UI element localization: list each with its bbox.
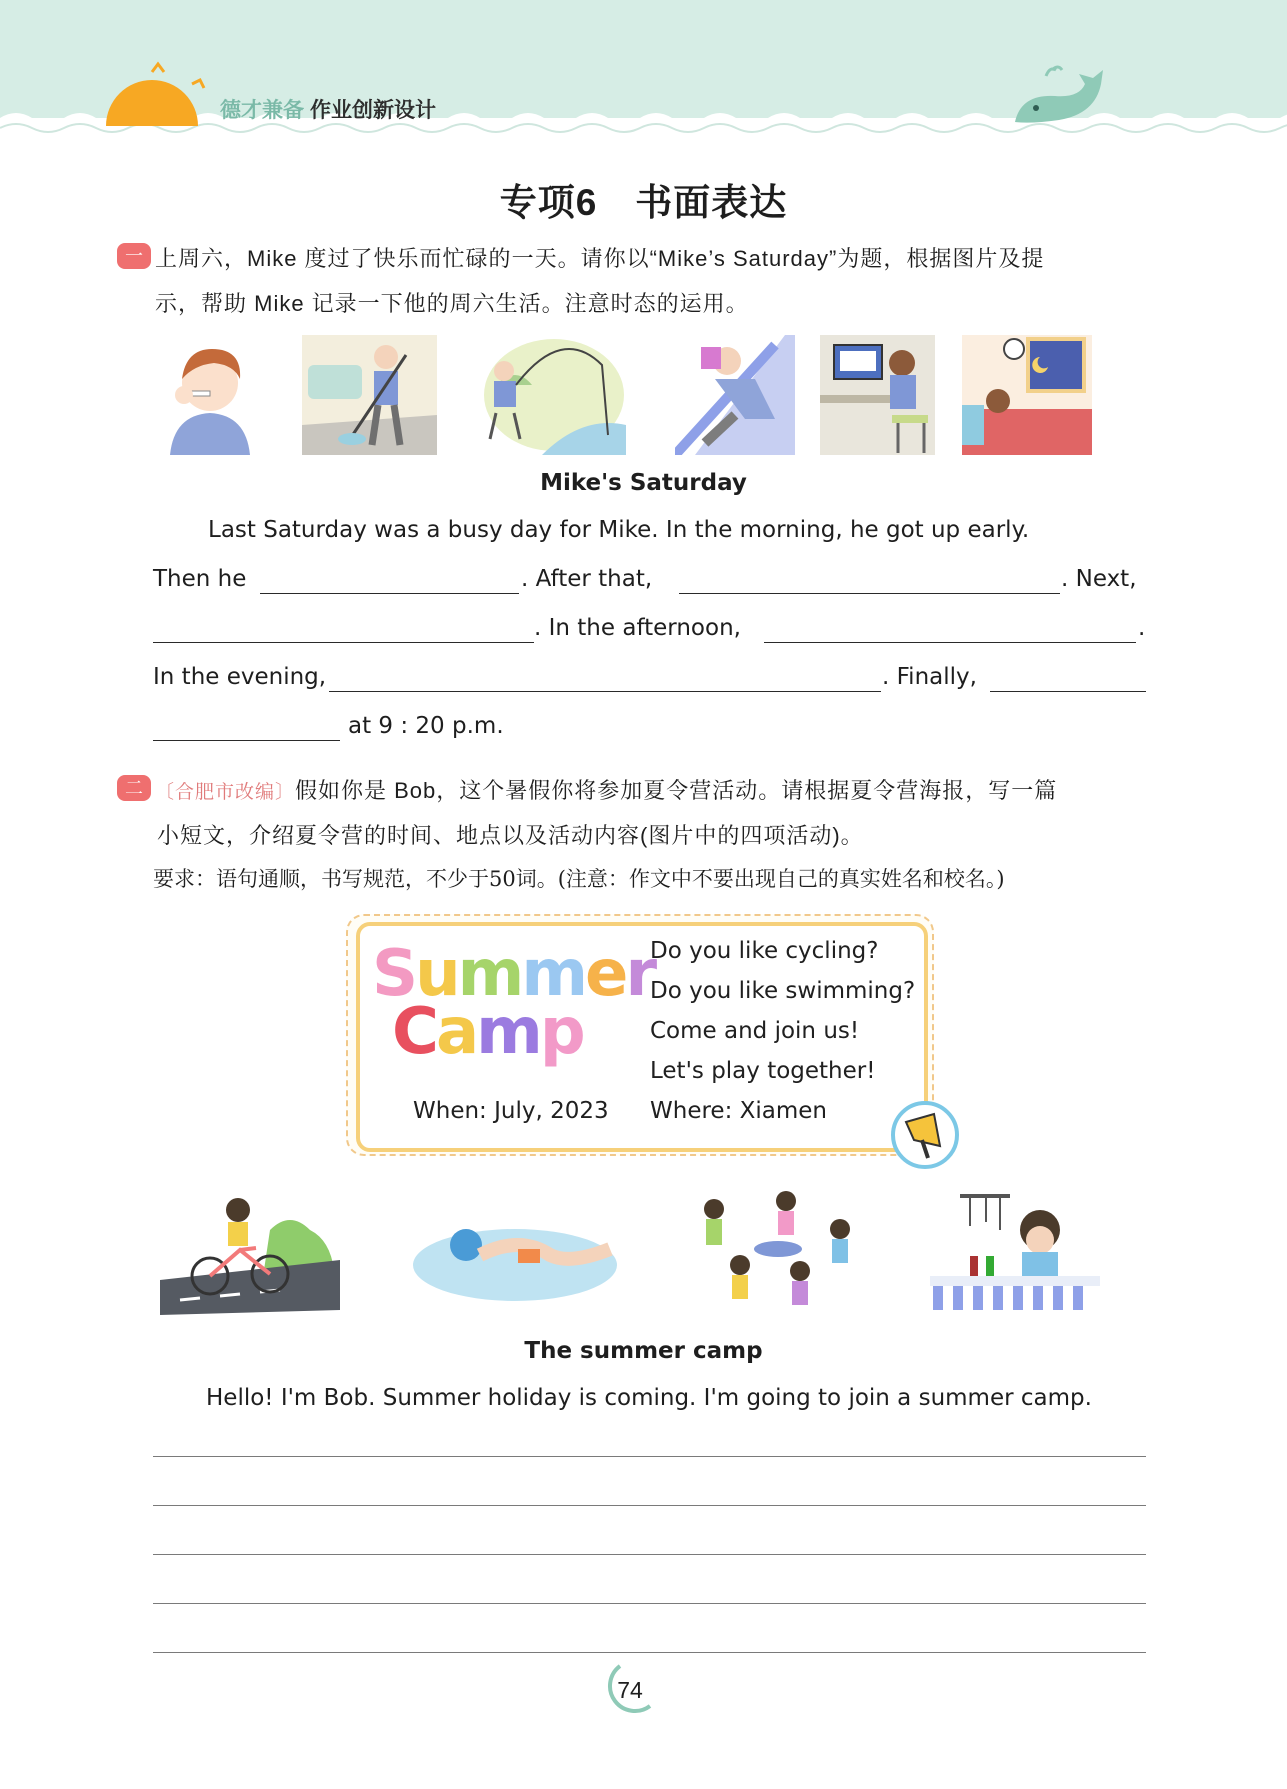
essay1-line3-end: . <box>1138 615 1146 641</box>
logo-word-summer: Summer <box>372 937 654 1011</box>
playing-games-picture <box>690 1185 865 1320</box>
series-label <box>220 94 436 124</box>
poster-line-2: Do you like swimming? <box>650 978 916 1004</box>
header-band <box>0 0 1287 140</box>
writing-line-3[interactable] <box>153 1554 1146 1555</box>
essay1-title: Mike's Saturday <box>540 470 747 496</box>
brand-name: 德才兼备 <box>220 99 304 122</box>
essay1-line5: at 9 : 20 p.m. <box>348 713 504 739</box>
essay1-line4-start: In the evening, <box>153 664 327 690</box>
poster-line-1: Do you like cycling? <box>650 938 879 964</box>
section2-instruction-line2: 小短文，介绍夏令营的时间、地点以及活动内容(图片中的四项活动)。 <box>157 823 864 848</box>
essay1-line2-mid: . After that, <box>521 566 653 592</box>
section2-requirement: 要求：语句通顺，书写规范，不少于50词。(注意：作文中不要出现自己的真实姓名和校名。) <box>153 867 1005 891</box>
essay1-line2-end: . Next, <box>1061 566 1137 592</box>
cooking-picture <box>930 1190 1100 1315</box>
essay1-line4-mid: . Finally, <box>882 664 977 690</box>
answer-blank-6[interactable] <box>990 691 1146 692</box>
answer-blank-5[interactable] <box>329 691 881 692</box>
writing-line-4[interactable] <box>153 1603 1146 1604</box>
writing-line-2[interactable] <box>153 1505 1146 1506</box>
poster-line-3: Come and join us! <box>650 1018 860 1044</box>
answer-blank-7[interactable] <box>153 740 340 741</box>
answer-blank-1[interactable] <box>260 593 519 594</box>
poster-when: When: July, 2023 <box>413 1098 609 1124</box>
answer-blank-3[interactable] <box>153 642 534 643</box>
writing-line-1[interactable] <box>153 1456 1146 1457</box>
cycling-picture <box>160 1190 340 1315</box>
source-tag: 〔合肥市改编〕 <box>155 782 296 803</box>
answer-blank-4[interactable] <box>764 642 1136 643</box>
fishing-picture <box>482 335 627 455</box>
brushing-teeth-picture <box>150 335 270 455</box>
essay2-first-line: Hello! I'm Bob. Summer holiday is coming. I'm going to join a summer camp. <box>206 1385 1092 1411</box>
section2-instruction-line1: 〔合肥市改编〕假如你是 Bob，这个暑假你将参加夏令营活动。请根据夏令营海报，写一篇 <box>155 778 1058 803</box>
section1-instruction-line1: 上周六，Mike 度过了快乐而忙碌的一天。请你以“Mike’s Saturday”为题，根据图片及提 <box>155 246 1045 271</box>
sweeping-floor-picture <box>302 335 437 455</box>
series-name: 作业创新设计 <box>310 99 436 122</box>
page-number: 74 <box>617 1677 643 1703</box>
essay1-line2-start: Then he <box>153 566 247 592</box>
essay2-title: The summer camp <box>524 1338 763 1364</box>
section-badge-2: 二 <box>117 775 151 801</box>
essay1-line3-mid: . In the afternoon, <box>534 615 741 641</box>
section-badge-1: 一 <box>117 243 151 269</box>
poster-line-4: Let's play together! <box>650 1058 876 1084</box>
essay1-line1: Last Saturday was a busy day for Mike. In the morning, he got up early. <box>208 517 1030 543</box>
writing-line-5[interactable] <box>153 1652 1146 1653</box>
swimming-picture <box>410 1205 620 1305</box>
reading-book-picture <box>675 335 795 455</box>
megaphone-icon <box>888 1100 962 1170</box>
using-computer-picture <box>820 335 935 455</box>
poster-where: Where: Xiamen <box>650 1098 828 1124</box>
answer-blank-2[interactable] <box>679 593 1060 594</box>
going-to-bed-picture <box>962 335 1092 455</box>
logo-word-camp: Camp <box>392 995 583 1069</box>
page-title: 专项6 书面表达 <box>499 182 788 223</box>
section1-instruction-line2: 示，帮助 Mike 记录一下他的周六生活。注意时态的运用。 <box>155 291 749 316</box>
